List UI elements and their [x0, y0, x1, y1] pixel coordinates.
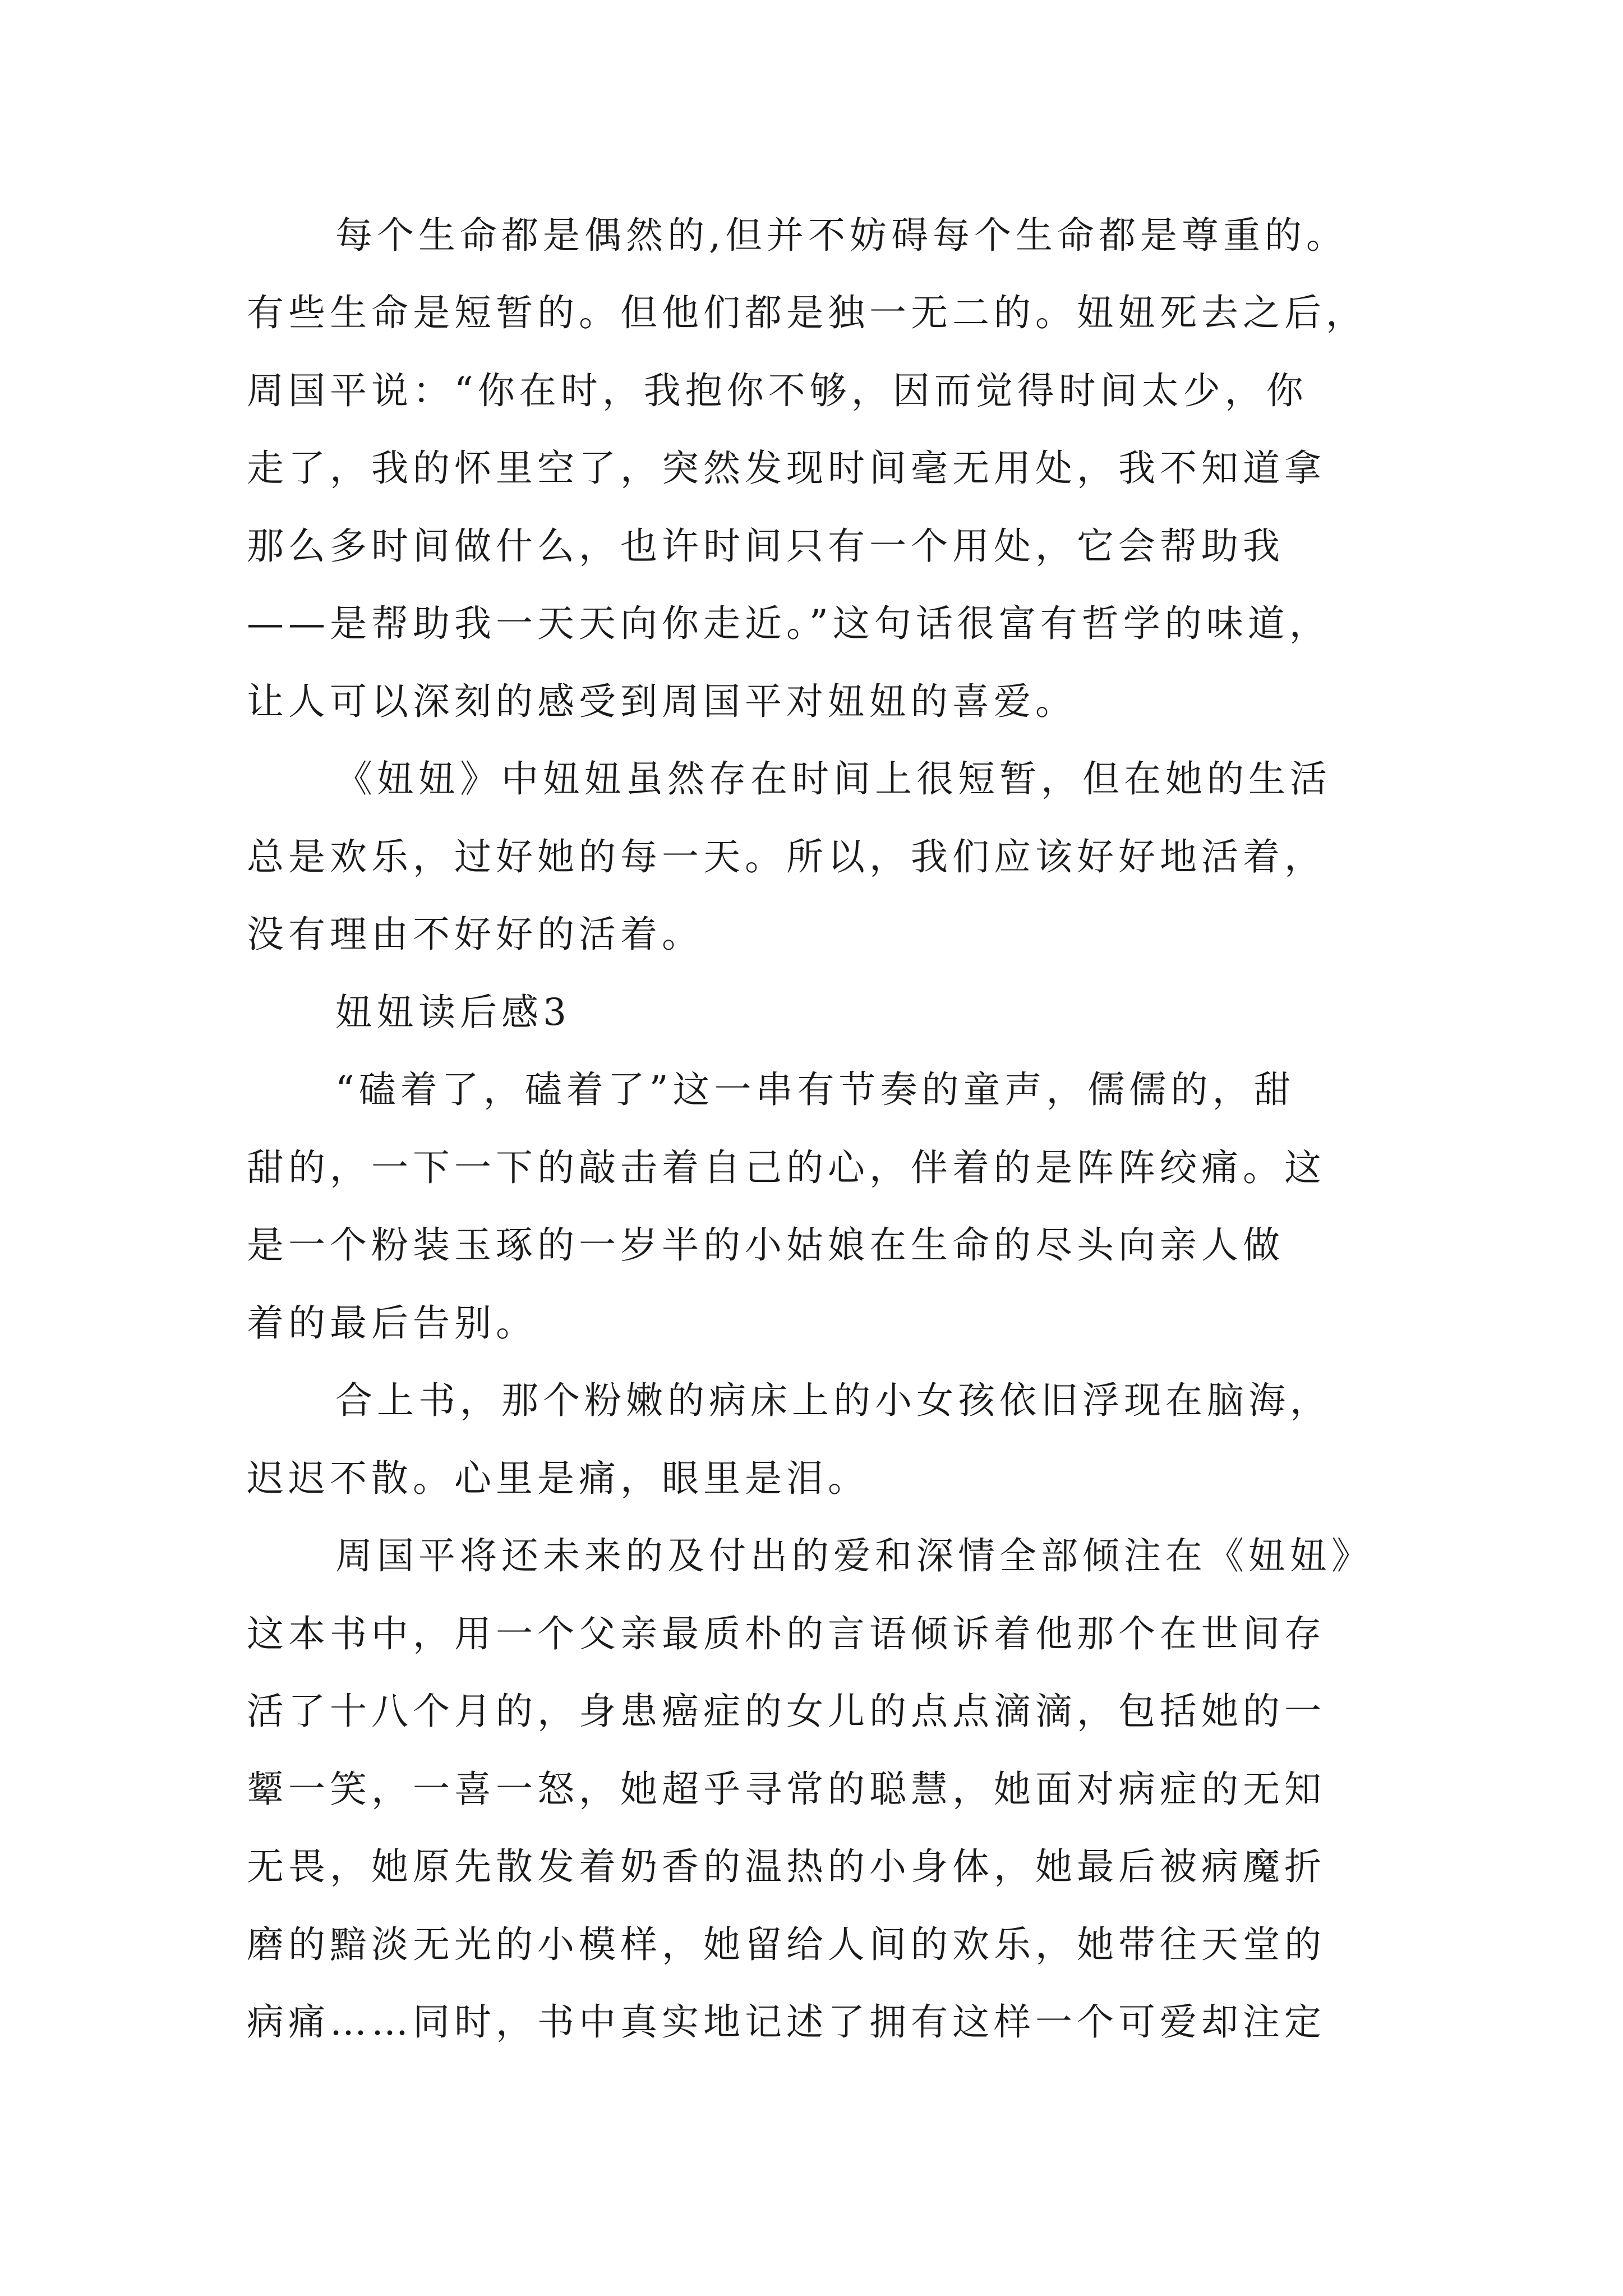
section-heading: 妞妞读后感3: [335, 991, 571, 1034]
text-line: 每个生命都是偶然的,但并不妨碍每个生命都是尊重的。: [335, 214, 1348, 257]
text-line: 走了，我的怀里空了，突然发现时间毫无用处，我不知道拿: [247, 447, 1326, 490]
text-line: 无畏，她原先散发着奶香的温热的小身体，她最后被病魔折: [247, 1845, 1326, 1888]
text-line: 这本书中，用一个父亲最质朴的言语倾诉着他那个在世间存: [247, 1612, 1326, 1655]
text-line: 总是欢乐，过好她的每一天。所以，我们应该好好地活着，: [247, 835, 1326, 878]
text-line: 磨的黯淡无光的小模样，她留给人间的欢乐，她带往天堂的: [247, 1923, 1326, 1966]
text-line: 周国平说：“你在时，我抱你不够，因而觉得时间太少，你: [247, 369, 1308, 412]
text-line: 有些生命是短暂的。但他们都是独一无二的。妞妞死去之后，: [247, 291, 1367, 334]
text-line: 着的最后告别。: [247, 1301, 537, 1345]
text-line: 让人可以深刻的感受到周国平对妞妞的喜爱。: [247, 680, 1077, 723]
text-line: 病痛……同时，书中真实地记述了拥有这样一个可爱却注定: [247, 2000, 1326, 2044]
text-line: ——是帮助我一天天向你走近。”这句话很富有哲学的味道，: [247, 602, 1331, 645]
text-line: 没有理由不好好的活着。: [247, 913, 703, 956]
text-line: 那么多时间做什么，也许时间只有一个用处，它会帮助我: [247, 524, 1284, 568]
text-line: 《妞妞》中妞妞虽然存在时间上很短暂，但在她的生活: [335, 757, 1331, 800]
text-line: 迟迟不散。心里是痛，眼里是泪。: [247, 1457, 869, 1500]
text-line: 颦一笑，一喜一怒，她超乎寻常的聪慧，她面对病症的无知: [247, 1768, 1326, 1811]
text-line: 周国平将还未来的及付出的爱和深情全部倾注在《妞妞》: [335, 1534, 1373, 1577]
text-line: 是一个粉装玉琢的一岁半的小姑娘在生命的尽头向亲人做: [247, 1223, 1284, 1267]
text-line: 活了十八个月的，身患癌症的女儿的点点滴滴，包括她的一: [247, 1690, 1326, 1733]
text-line: “磕着了，磕着了”这一串有节奏的童声，儒儒的，甜: [335, 1068, 1295, 1111]
text-line: 合上书，那个粉嫩的病床上的小女孩依旧浮现在脑海，: [335, 1379, 1331, 1422]
text-line: 甜的，一下一下的敲击着自己的心，伴着的是阵阵绞痛。这: [247, 1146, 1326, 1189]
